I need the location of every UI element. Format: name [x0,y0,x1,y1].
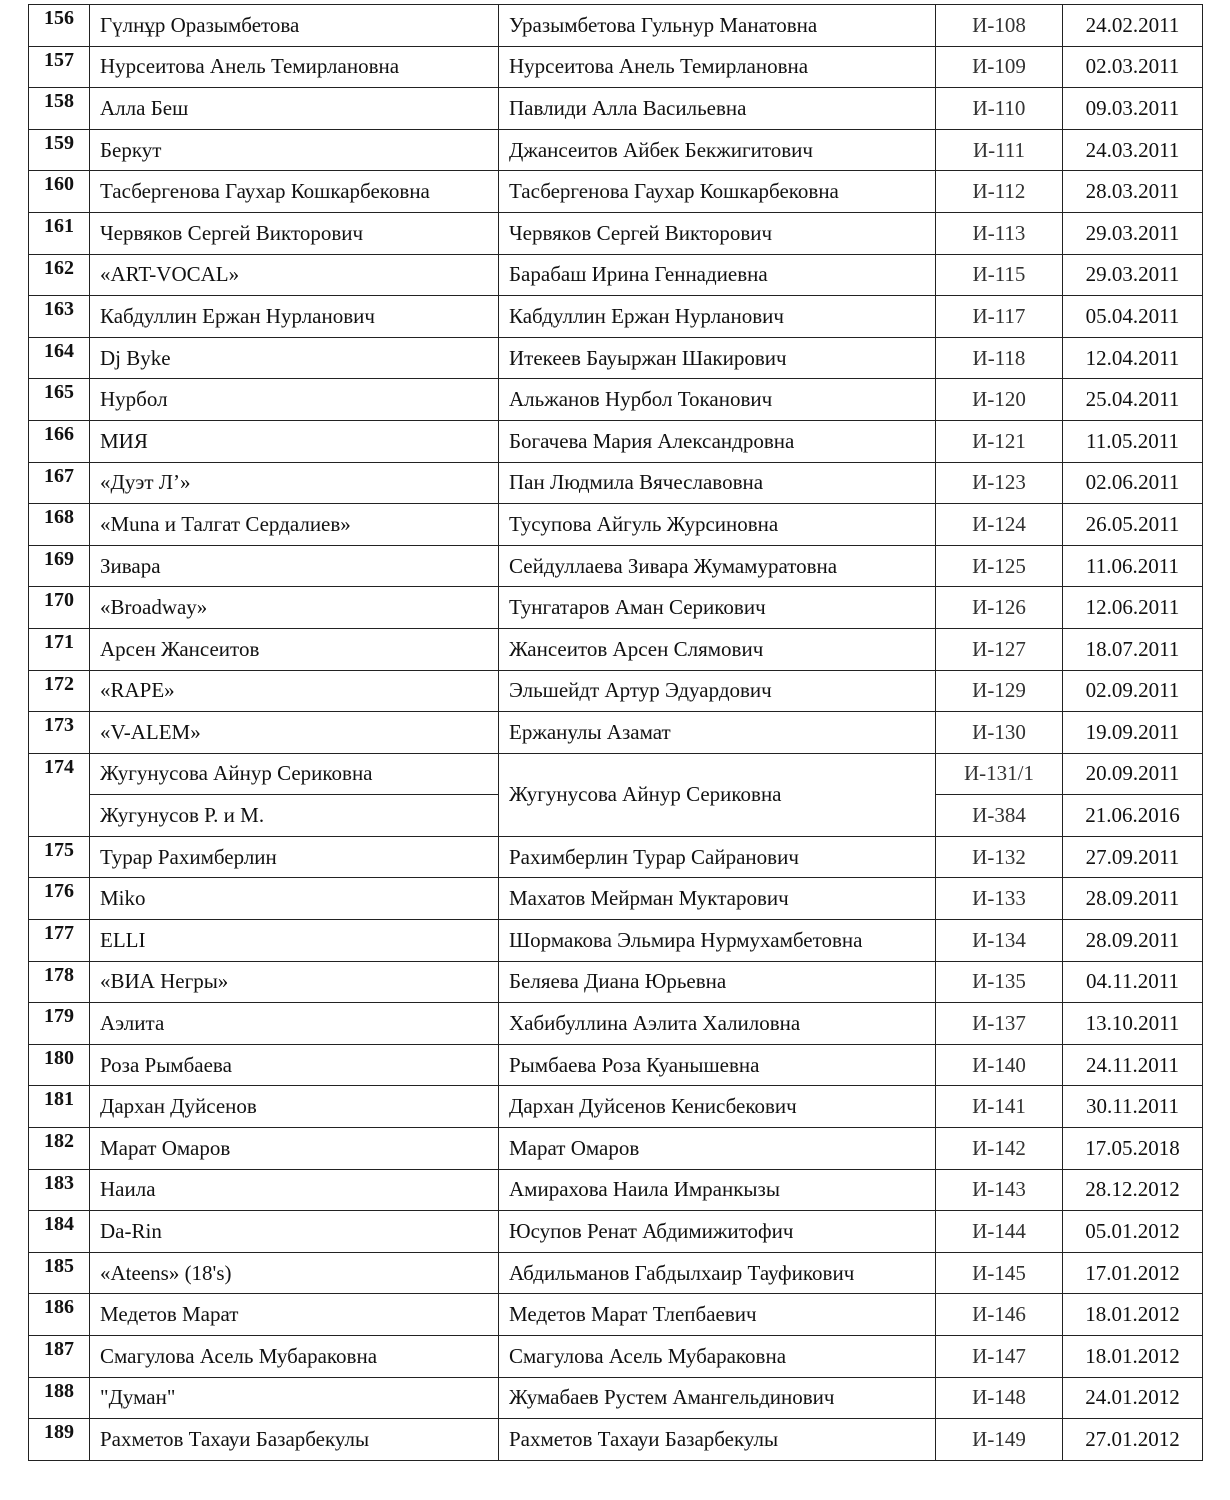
table-row [29,1252,1203,1294]
table-row [29,337,1203,379]
artist-alias: Червяков Сергей Викторович [90,212,499,254]
registration-number: И-130 [936,712,1063,754]
owner-name: Жансеитов Арсен Слямович [499,628,936,670]
table-row [29,129,1203,171]
row-number: 188 [29,1377,90,1419]
owner-name: Червяков Сергей Викторович [499,212,936,254]
artist-alias: Miko [90,878,499,920]
owner-name: Тасбергенова Гаухар Кошкарбековна [499,171,936,213]
row-number: 171 [29,628,90,670]
registration-number: И-111 [936,129,1063,171]
table-row [29,1128,1203,1170]
row-number: 156 [29,5,90,47]
artist-alias: Da-Rin [90,1211,499,1253]
owner-name: Тусупова Айгуль Журсиновна [499,504,936,546]
artist-alias: Наила [90,1169,499,1211]
artist-alias: Зивара [90,545,499,587]
registration-date: 29.03.2011 [1063,212,1203,254]
row-number: 187 [29,1336,90,1378]
owner-name: Жумабаев Рустем Амангельдинович [499,1377,936,1419]
registry-table [28,4,1203,1461]
registration-number: И-140 [936,1044,1063,1086]
registration-date: 11.05.2011 [1063,420,1203,462]
registration-date: 24.02.2011 [1063,5,1203,47]
registration-date: 25.04.2011 [1063,379,1203,421]
registration-number: И-123 [936,462,1063,504]
registration-date: 09.03.2011 [1063,88,1203,130]
table-row [29,712,1203,754]
row-number: 159 [29,129,90,171]
registration-number: И-129 [936,670,1063,712]
registration-number: И-143 [936,1169,1063,1211]
owner-name: Жугунусова Айнур Сериковна [499,753,936,836]
artist-alias: Нурбол [90,379,499,421]
registration-date: 11.06.2011 [1063,545,1203,587]
artist-alias: Дархан Дуйсенов [90,1086,499,1128]
artist-alias: Арсен Жансеитов [90,628,499,670]
artist-alias: Тасбергенова Гаухар Кошкарбековна [90,171,499,213]
row-number: 174 [29,753,90,836]
table-row [29,1294,1203,1336]
artist-alias: ELLI [90,920,499,962]
registration-date: 28.03.2011 [1063,171,1203,213]
registration-date: 04.11.2011 [1063,961,1203,1003]
artist-alias: Жугунусов Р. и М. [90,795,499,837]
registration-number: И-109 [936,46,1063,88]
owner-name: Рахимберлин Турар Сайранович [499,836,936,878]
registration-number: И-113 [936,212,1063,254]
owner-name: Ержанулы Азамат [499,712,936,754]
table-row [29,254,1203,296]
owner-name: Сейдуллаева Зивара Жумамуратовна [499,545,936,587]
owner-name: Юсупов Ренат Абдимижитофич [499,1211,936,1253]
table-row [29,420,1203,462]
table-row [29,587,1203,629]
table-row [29,1377,1203,1419]
registration-number: И-144 [936,1211,1063,1253]
owner-name: Смагулова Асель Мубараковна [499,1336,936,1378]
registration-date: 20.09.2011 [1063,753,1203,795]
registration-number: И-134 [936,920,1063,962]
registration-date: 05.04.2011 [1063,296,1203,338]
row-number: 183 [29,1169,90,1211]
row-number: 162 [29,254,90,296]
row-number: 158 [29,88,90,130]
owner-name: Тунгатаров Аман Серикович [499,587,936,629]
row-number: 167 [29,462,90,504]
row-number: 178 [29,961,90,1003]
registration-number: И-384 [936,795,1063,837]
row-number: 170 [29,587,90,629]
artist-alias: Смагулова Асель Мубараковна [90,1336,499,1378]
owner-name: Беляева Диана Юрьевна [499,961,936,1003]
registration-date: 30.11.2011 [1063,1086,1203,1128]
registration-date: 05.01.2012 [1063,1211,1203,1253]
table-row [29,920,1203,962]
registration-number: И-127 [936,628,1063,670]
owner-name: Павлиди Алла Васильевна [499,88,936,130]
artist-alias: Марат Омаров [90,1128,499,1170]
owner-name: Рахметов Тахауи Базарбекулы [499,1419,936,1461]
artist-alias: «Broadway» [90,587,499,629]
registration-number: И-131/1 [936,753,1063,795]
artist-alias: Dj Byke [90,337,499,379]
registration-date: 13.10.2011 [1063,1003,1203,1045]
row-number: 172 [29,670,90,712]
artist-alias: Алла Беш [90,88,499,130]
table-row [29,46,1203,88]
registration-date: 02.03.2011 [1063,46,1203,88]
table-row [29,1419,1203,1461]
owner-name: Барабаш Ирина Геннадиевна [499,254,936,296]
artist-alias: Жугунусова Айнур Сериковна [90,753,499,795]
row-number: 182 [29,1128,90,1170]
registration-date: 27.01.2012 [1063,1419,1203,1461]
registry-table-body [29,5,1203,1461]
owner-name: Медетов Марат Тлепбаевич [499,1294,936,1336]
registration-date: 28.12.2012 [1063,1169,1203,1211]
row-number: 179 [29,1003,90,1045]
registration-date: 19.09.2011 [1063,712,1203,754]
row-number: 160 [29,171,90,213]
table-row [29,5,1203,47]
table-row [29,1336,1203,1378]
owner-name: Эльшейдт Артур Эдуардович [499,670,936,712]
owner-name: Кабдуллин Ержан Нурланович [499,296,936,338]
table-row [29,379,1203,421]
table-row [29,462,1203,504]
registration-date: 27.09.2011 [1063,836,1203,878]
artist-alias: «RAPE» [90,670,499,712]
row-number: 189 [29,1419,90,1461]
registration-number: И-125 [936,545,1063,587]
artist-alias: «ВИА Негры» [90,961,499,1003]
owner-name: Пан Людмила Вячеславовна [499,462,936,504]
artist-alias: «Ateens» (18's) [90,1252,499,1294]
registration-number: И-124 [936,504,1063,546]
table-row [29,545,1203,587]
table-row [29,961,1203,1003]
table-row [29,878,1203,920]
owner-name: Марат Омаров [499,1128,936,1170]
row-number: 157 [29,46,90,88]
table-row [29,212,1203,254]
registration-date: 18.01.2012 [1063,1294,1203,1336]
table-row [29,504,1203,546]
registration-number: И-108 [936,5,1063,47]
row-number: 166 [29,420,90,462]
registration-number: И-135 [936,961,1063,1003]
registration-date: 17.01.2012 [1063,1252,1203,1294]
registration-date: 02.09.2011 [1063,670,1203,712]
artist-alias: Роза Рымбаева [90,1044,499,1086]
table-row [29,836,1203,878]
row-number: 184 [29,1211,90,1253]
registration-number: И-132 [936,836,1063,878]
registration-number: И-141 [936,1086,1063,1128]
owner-name: Махатов Мейрман Муктарович [499,878,936,920]
artist-alias: «Дуэт Л’» [90,462,499,504]
artist-alias: Рахметов Тахауи Базарбекулы [90,1419,499,1461]
registration-date: 24.03.2011 [1063,129,1203,171]
owner-name: Шормакова Эльмира Нурмухамбетовна [499,920,936,962]
registration-number: И-112 [936,171,1063,213]
owner-name: Амирахова Наила Имранкызы [499,1169,936,1211]
row-number: 175 [29,836,90,878]
registration-date: 18.01.2012 [1063,1336,1203,1378]
registration-date: 12.06.2011 [1063,587,1203,629]
row-number: 180 [29,1044,90,1086]
registration-date: 29.03.2011 [1063,254,1203,296]
registration-number: И-126 [936,587,1063,629]
registration-date: 12.04.2011 [1063,337,1203,379]
row-number: 168 [29,504,90,546]
table-row [29,1044,1203,1086]
row-number: 185 [29,1252,90,1294]
artist-alias: «V-ALEM» [90,712,499,754]
table-row [29,171,1203,213]
artist-alias: Гүлнұр Оразымбетова [90,5,499,47]
registration-number: И-120 [936,379,1063,421]
row-number: 169 [29,545,90,587]
row-number: 176 [29,878,90,920]
table-row [29,88,1203,130]
registration-number: И-117 [936,296,1063,338]
registration-date: 17.05.2018 [1063,1128,1203,1170]
row-number: 163 [29,296,90,338]
owner-name: Уразымбетова Гульнур Манатовна [499,5,936,47]
registration-number: И-137 [936,1003,1063,1045]
registration-number: И-147 [936,1336,1063,1378]
artist-alias: Аэлита [90,1003,499,1045]
owner-name: Нурсеитова Анель Темирлановна [499,46,936,88]
owner-name: Итекеев Бауыржан Шакирович [499,337,936,379]
artist-alias: "Думан" [90,1377,499,1419]
registration-number: И-115 [936,254,1063,296]
registration-number: И-110 [936,88,1063,130]
registration-number: И-146 [936,1294,1063,1336]
artist-alias: Кабдуллин Ержан Нурланович [90,296,499,338]
owner-name: Джансеитов Айбек Бекжигитович [499,129,936,171]
artist-alias: МИЯ [90,420,499,462]
row-number: 164 [29,337,90,379]
owner-name: Богачева Мария Александровна [499,420,936,462]
registration-date: 24.01.2012 [1063,1377,1203,1419]
table-row [29,1086,1203,1128]
table-row [29,628,1203,670]
owner-name: Абдильманов Габдылхаир Тауфикович [499,1252,936,1294]
owner-name: Дархан Дуйсенов Кенисбекович [499,1086,936,1128]
registration-date: 24.11.2011 [1063,1044,1203,1086]
table-row [29,1211,1203,1253]
row-number: 177 [29,920,90,962]
row-number: 181 [29,1086,90,1128]
artist-alias: «Muna и Талгат Сердалиев» [90,504,499,546]
registration-number: И-142 [936,1128,1063,1170]
artist-alias: Беркут [90,129,499,171]
artist-alias: Медетов Марат [90,1294,499,1336]
row-number: 161 [29,212,90,254]
registration-number: И-148 [936,1377,1063,1419]
artist-alias: «ART-VOCAL» [90,254,499,296]
artist-alias: Турар Рахимберлин [90,836,499,878]
owner-name: Рымбаева Роза Куанышевна [499,1044,936,1086]
owner-name: Хабибуллина Аэлита Халиловна [499,1003,936,1045]
table-row [29,753,1203,795]
table-row [29,1169,1203,1211]
registration-number: И-121 [936,420,1063,462]
registration-date: 02.06.2011 [1063,462,1203,504]
registration-date: 26.05.2011 [1063,504,1203,546]
row-number: 173 [29,712,90,754]
registration-date: 21.06.2016 [1063,795,1203,837]
table-row [29,1003,1203,1045]
table-row [29,670,1203,712]
registration-date: 18.07.2011 [1063,628,1203,670]
registration-date: 28.09.2011 [1063,920,1203,962]
registration-number: И-145 [936,1252,1063,1294]
registration-date: 28.09.2011 [1063,878,1203,920]
row-number: 165 [29,379,90,421]
table-row [29,296,1203,338]
registration-number: И-149 [936,1419,1063,1461]
row-number: 186 [29,1294,90,1336]
owner-name: Альжанов Нурбол Токанович [499,379,936,421]
registration-number: И-133 [936,878,1063,920]
artist-alias: Нурсеитова Анель Темирлановна [90,46,499,88]
registration-number: И-118 [936,337,1063,379]
